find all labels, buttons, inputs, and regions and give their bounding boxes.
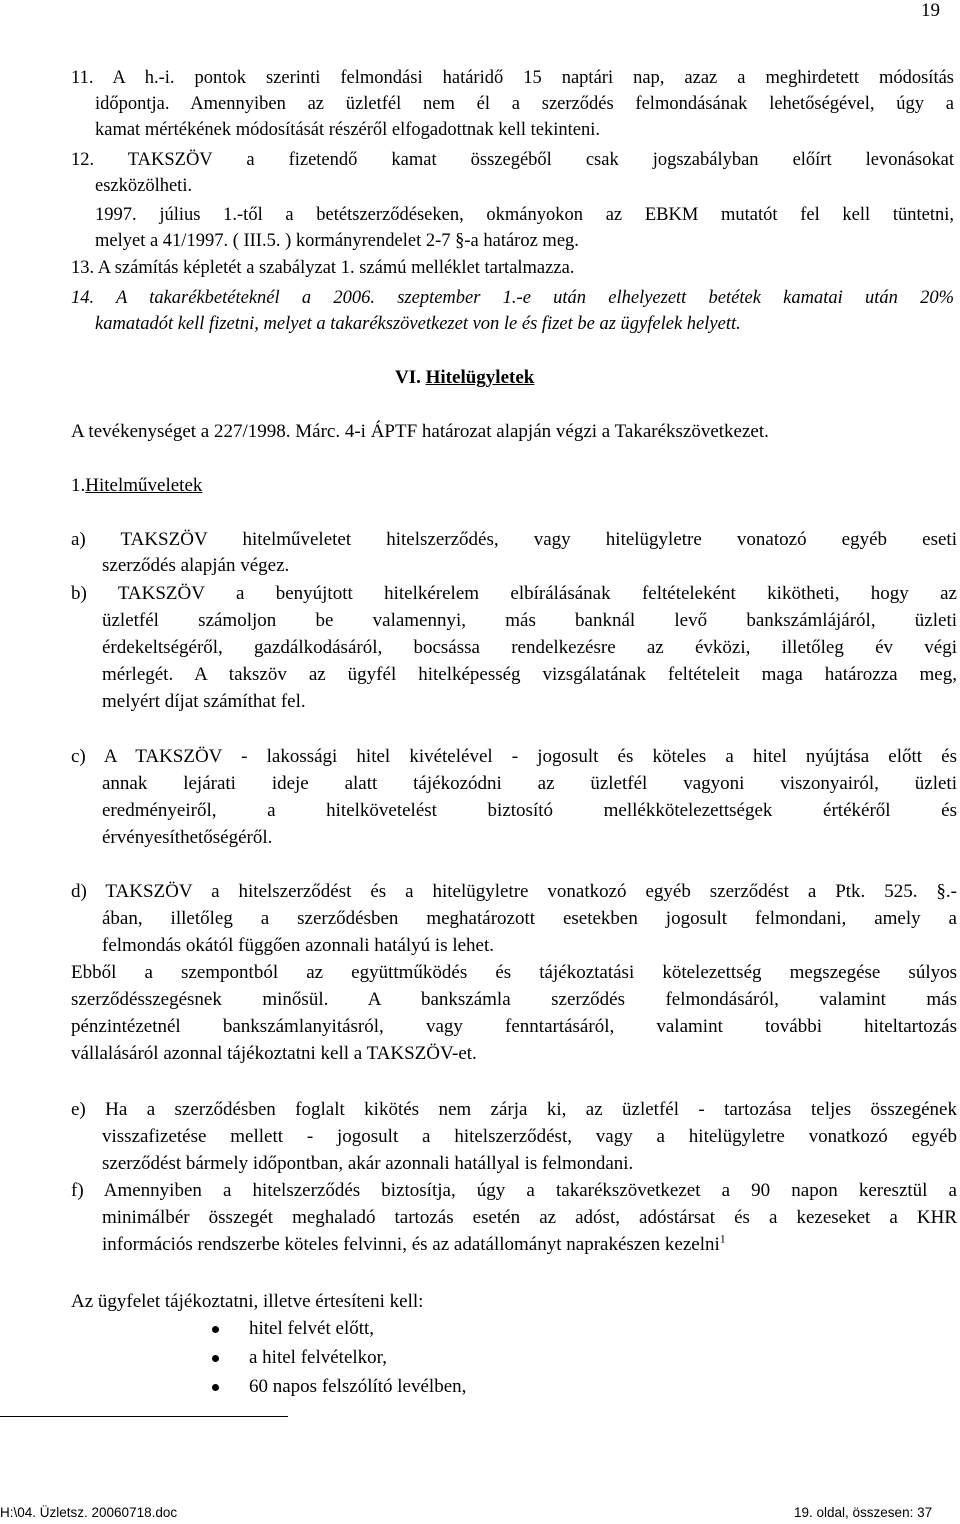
bullet-icon (212, 1384, 219, 1391)
section-heading-number: VI. (395, 367, 421, 388)
item-b-line-5: melyért díjat számíthat fel. (102, 691, 306, 712)
item-e-line-3: szerződést bármely időpontban, akár azonnali hatállyal is felmondani. (102, 1153, 634, 1174)
item-11-line-1: 11. A h.-i. pontok szerinti felmondási határidő 15 naptári nap, azaz a meghirdetett módosítás (71, 68, 954, 88)
subsection-title: Hitelműveletek (85, 475, 203, 496)
notify-intro: Az ügyfelet tájékoztatni, illetve értesíteni kell: (71, 1291, 424, 1312)
item-11-line-3: kamat mértékének módosítását részéről elfogadottnak kell tekinteni. (95, 120, 600, 140)
item-d-line-2: ában, illetőleg a szerződésben meghatározott esetekben jogosult felmondani, amely a (102, 908, 957, 929)
item-12-line-2: eszközölheti. (95, 176, 193, 196)
footer-page-count: 19. oldal, összesen: 37 (794, 1505, 933, 1520)
item-d-para-line-2: szerződésszegésnek minősül. A bankszámla szerződés felmondásáról, valamint más (71, 989, 957, 1010)
section-heading (395, 365, 534, 391)
item-f-line-3-text: információs rendszerbe köteles felvinni, és az adatállományt naprakészen kezelni (102, 1234, 720, 1255)
item-14-line-2: kamatadót kell fizetni, melyet a takarékszövetkezet von le és fizet be az ügyfelek helyett. (95, 314, 741, 334)
item-f-line-1: f) Amennyiben a hitelszerződés biztosítja, úgy a takarékszövetkezet a 90 napon keresztül a (71, 1180, 957, 1201)
item-11-line-2: időpontja. Amennyiben az üzletfél nem él a szerződés felmondásának lehetőségével, úgy a (95, 94, 954, 114)
item-b-line-3: érdekeltségéről, gazdálkodásáról, bocsássa rendelkezésre az évközi, illetőleg év végi (102, 637, 957, 658)
item-d-para-line-3: pénzintézetnél bankszámlanyitásról, vagy fenntartásáról, valamint további hiteltartozás (71, 1016, 957, 1037)
item-e-line-1: e) Ha a szerződésben foglalt kikötés nem zárja ki, az üzletfél - tartozása teljes összegének (71, 1099, 957, 1120)
ebkm-line-2: melyet a 41/1997. ( III.5. ) kormányrendelet 2-7 §-a határoz meg. (95, 231, 579, 251)
item-e-line-2: visszafizetése mellett - jogosult a hitelszerződést, vagy a hitelügyletre vonatkozó egyéb (102, 1126, 957, 1147)
item-c-line-2: annak lejárati ideje alatt tájékozódni az üzletfél vagyoni viszonyairól, üzleti (102, 773, 957, 794)
item-c-line-1: c) A TAKSZÖV - lakossági hitel kivételével - jogosult és köteles a hitel nyújtása előtt és (71, 746, 957, 767)
item-a-line-2: szerződés alapján végez. (102, 555, 290, 576)
bullet-icon (212, 1326, 219, 1333)
subsection-number: 1. (71, 475, 86, 496)
item-d-line-3: felmondás okától függően azonnali hatályú is lehet. (102, 935, 495, 956)
item-d-line-1: d) TAKSZÖV a hitelszerződést és a hitelügyletre vonatkozó egyéb szerződést a Ptk. 525. §.- (71, 881, 957, 902)
subsection-heading (71, 473, 202, 499)
ebkm-line-1: 1997. július 1.-től a betétszerződéseken, okmányokon az EBKM mutatót fel kell tüntetni, (95, 205, 954, 225)
footer-filename: H:\04. Üzletsz. 20060718.doc (0, 1505, 178, 1520)
section-heading-title: Hitelügyletek (425, 367, 535, 388)
item-14-line-1: 14. A takarékbetéteknél a 2006. szeptember 1.-e után elhelyezett betétek kamatai után 20% (71, 288, 954, 308)
notify-item-3: 60 napos felszólító levélben, (249, 1376, 467, 1397)
footnote-marker: 1 (719, 1231, 726, 1246)
item-b-line-2: üzletfél számoljon be valamennyi, más banknál levő bankszámlájáról, üzleti (102, 610, 957, 631)
page-number: 19 (921, 0, 940, 21)
section-intro: A tevékenységet a 227/1998. Márc. 4-i ÁPTF határozat alapján végzi a Takarékszövetkezet. (71, 421, 769, 442)
item-d-para-line-4: vállalásáról azonnal tájékoztatni kell a TAKSZÖV-et. (71, 1043, 477, 1064)
item-f-line-3 (102, 1232, 726, 1258)
item-13: 13. A számítás képletét a szabályzat 1. számú melléklet tartalmazza. (71, 258, 575, 278)
item-a-line-1: a) TAKSZÖV hitelműveletet hitelszerződés, vagy hitelügyletre vonatozó egyéb eseti (71, 529, 957, 550)
item-b-line-4: mérlegét. A takszöv az ügyfél hitelképesség vizsgálatának feltételeit maga határozza meg, (102, 664, 957, 685)
item-b-line-1: b) TAKSZÖV a benyújtott hitelkérelem elbírálásának feltételeként kikötheti, hogy az (71, 583, 957, 604)
footnote-separator (0, 1416, 288, 1417)
item-c-line-3: eredményeiről, a hitelkövetelést biztosító mellékkötelezettségek értékéről és (102, 800, 957, 821)
notify-item-2: a hitel felvételkor, (249, 1347, 387, 1368)
notify-item-1: hitel felvét előtt, (249, 1318, 375, 1339)
item-d-para-line-1: Ebből a szempontból az együttműködés és tájékoztatási kötelezettség megszegése súlyos (71, 962, 957, 983)
bullet-icon (212, 1355, 219, 1362)
item-12-line-1: 12. TAKSZÖV a fizetendő kamat összegéből csak jogszabályban előírt levonásokat (71, 150, 954, 170)
item-c-line-4: érvényesíthetőségéről. (102, 827, 273, 848)
item-f-line-2: minimálbér összegét meghaladó tartozás esetén az adóst, adóstársat és a kezeseket a KHR (102, 1207, 957, 1228)
